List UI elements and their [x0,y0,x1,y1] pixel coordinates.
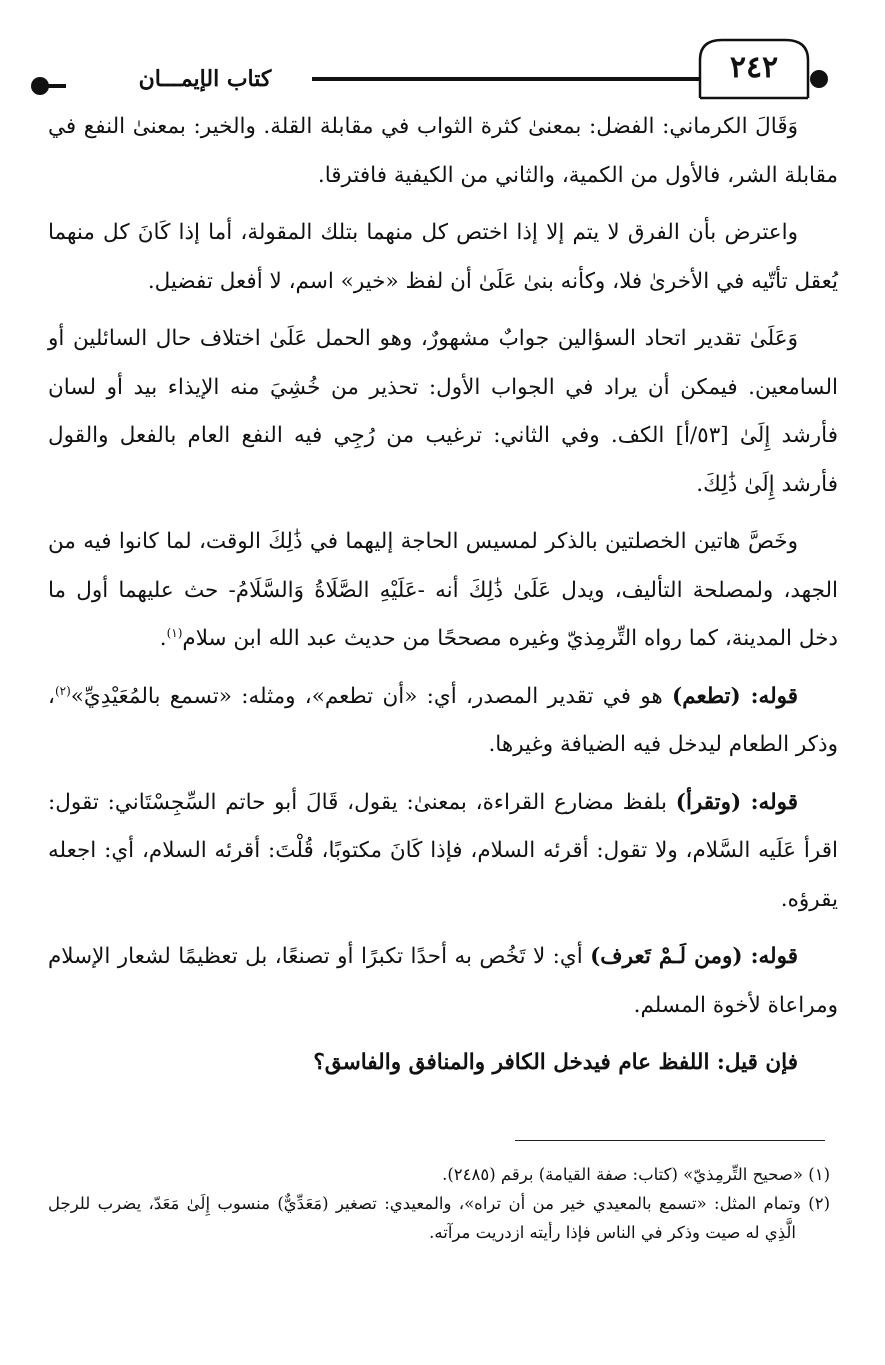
question-text: اللفظ عام فيدخل الكافر والمنافق والفاسق؟ [313,1050,717,1075]
question-lead: فإن قيل: [716,1050,798,1075]
question-paragraph [48,1039,838,1088]
paragraph [48,209,838,306]
running-title: كتاب الإيمـــان [138,66,272,92]
paragraph-text: وَقَالَ الكرماني: الفضل: بمعنىٰ كثرة الثواب في مقابلة القلة. والخير: بمعنىٰ النفع في مقابلة الشر، فالأول من الكمية، والثاني من الكيفية فافترقا. [48,114,838,188]
footnotes [48,1160,830,1247]
footnote-ref: (٢) [54,683,71,698]
paragraph-text: وَعَلَىٰ تقدير اتحاد السؤالين جوابٌ مشهورٌ، وهو الحمل عَلَىٰ اختلاف حال السائلين أو السامعين. فيمكن أن يراد في الجواب الأول: تحذير من خُشِيَ منه الإيذاء بيد أو لسان فأرشد إِلَىٰ [٥٣/أ] الكف. وفي الثاني: ترغيب من رُجِي فيه النفع العام بالفعل والقول فأرشد إِلَىٰ ذَٰلِكَ. [48,326,839,497]
page-number: ٢٤٢ [729,50,779,85]
footnote-ref: (١) [166,625,183,640]
paragraph-text: هو في تقدير المصدر، أي: «أن تطعم»، ومثله: «تسمع بالمُعَيْدِيِّ» [70,683,673,709]
paragraph [48,103,838,200]
quote-lead: قوله: (وتقرأ) [675,789,799,815]
paragraph-text: أي: لا تَخُص به أحدًا تكبرًا أو تصنعًا، بل تعظيمًا لشعار الإسلام ومراعاة لأخوة المسلم. [48,944,838,1018]
quote-lead: قوله: (تطعم) [672,683,799,709]
paragraph [48,933,838,1030]
quote-lead: قوله: (ومن لَـمْ تَعرف) [590,944,798,969]
header-dot-right [810,70,828,88]
page-header [0,0,885,120]
paragraph-text: . [159,626,167,651]
paragraph-text: وخَصَّ هاتين الخصلتين بالذكر لمسيس الحاجة إليهما في ذَٰلِكَ الوقت، لما كانوا فيه من الجهد، ولمصلحة التأليف، ويدل عَلَىٰ ذَٰلِكَ أنه -عَلَيْهِ الصَّلَاةُ وَالسَّلَامُ- حث عليهما أول ما دخل المدينة، كما رواه التِّرمِذيّ وغيره مصححًا من حديث عبد الله ابن سلام [48,529,838,651]
paragraph-text: ، وذكر الطعام ليدخل فيه الضيافة وغيرها. [48,683,838,757]
paragraph [48,779,838,925]
paragraph-text: بلفظ مضارع القراءة، بمعنىٰ: يقول، قَالَ أبو حاتم السِّجِسْتَاني: تقول: اقرأ عَلَيه السَّلام، ولا تقول: أقرئه السلام، فإذا كَانَ مكتوبًا، قُلْتَ: أقرئه السلام، أي: اجعله يقرؤه. [48,789,838,912]
footnote: (١) «صحيح التِّرمِذيّ» (كتاب: صفة القيامة) برقم (٢٤٨٥). [442,1165,830,1184]
footnote: (٢) وتمام المثل: «تسمع بالمعيدي خير من أن تراه»، والمعيدي: تصغير (مَعَدِّيٌّ) منسوب إِلَىٰ مَعَدّ، يضرب للرجل الَّذِي له صيت وذكر في الناس فإذا رأيته ازدريت مرآته. [48,1194,830,1242]
paragraph-text: واعترض بأن الفرق لا يتم إلا إذا اختص كل منهما بتلك المقولة، أما إذا كَانَ كل منهما يُعقل تأتّيه في الأخرىٰ فلا، وكأنه بنىٰ عَلَىٰ أن لفظ «خير» اسم، لا أفعل تفضيل. [48,220,838,294]
paragraph [48,315,838,509]
main-text [48,103,838,1097]
paragraph [48,673,838,770]
footnote-divider [515,1140,825,1141]
paragraph [48,518,838,664]
